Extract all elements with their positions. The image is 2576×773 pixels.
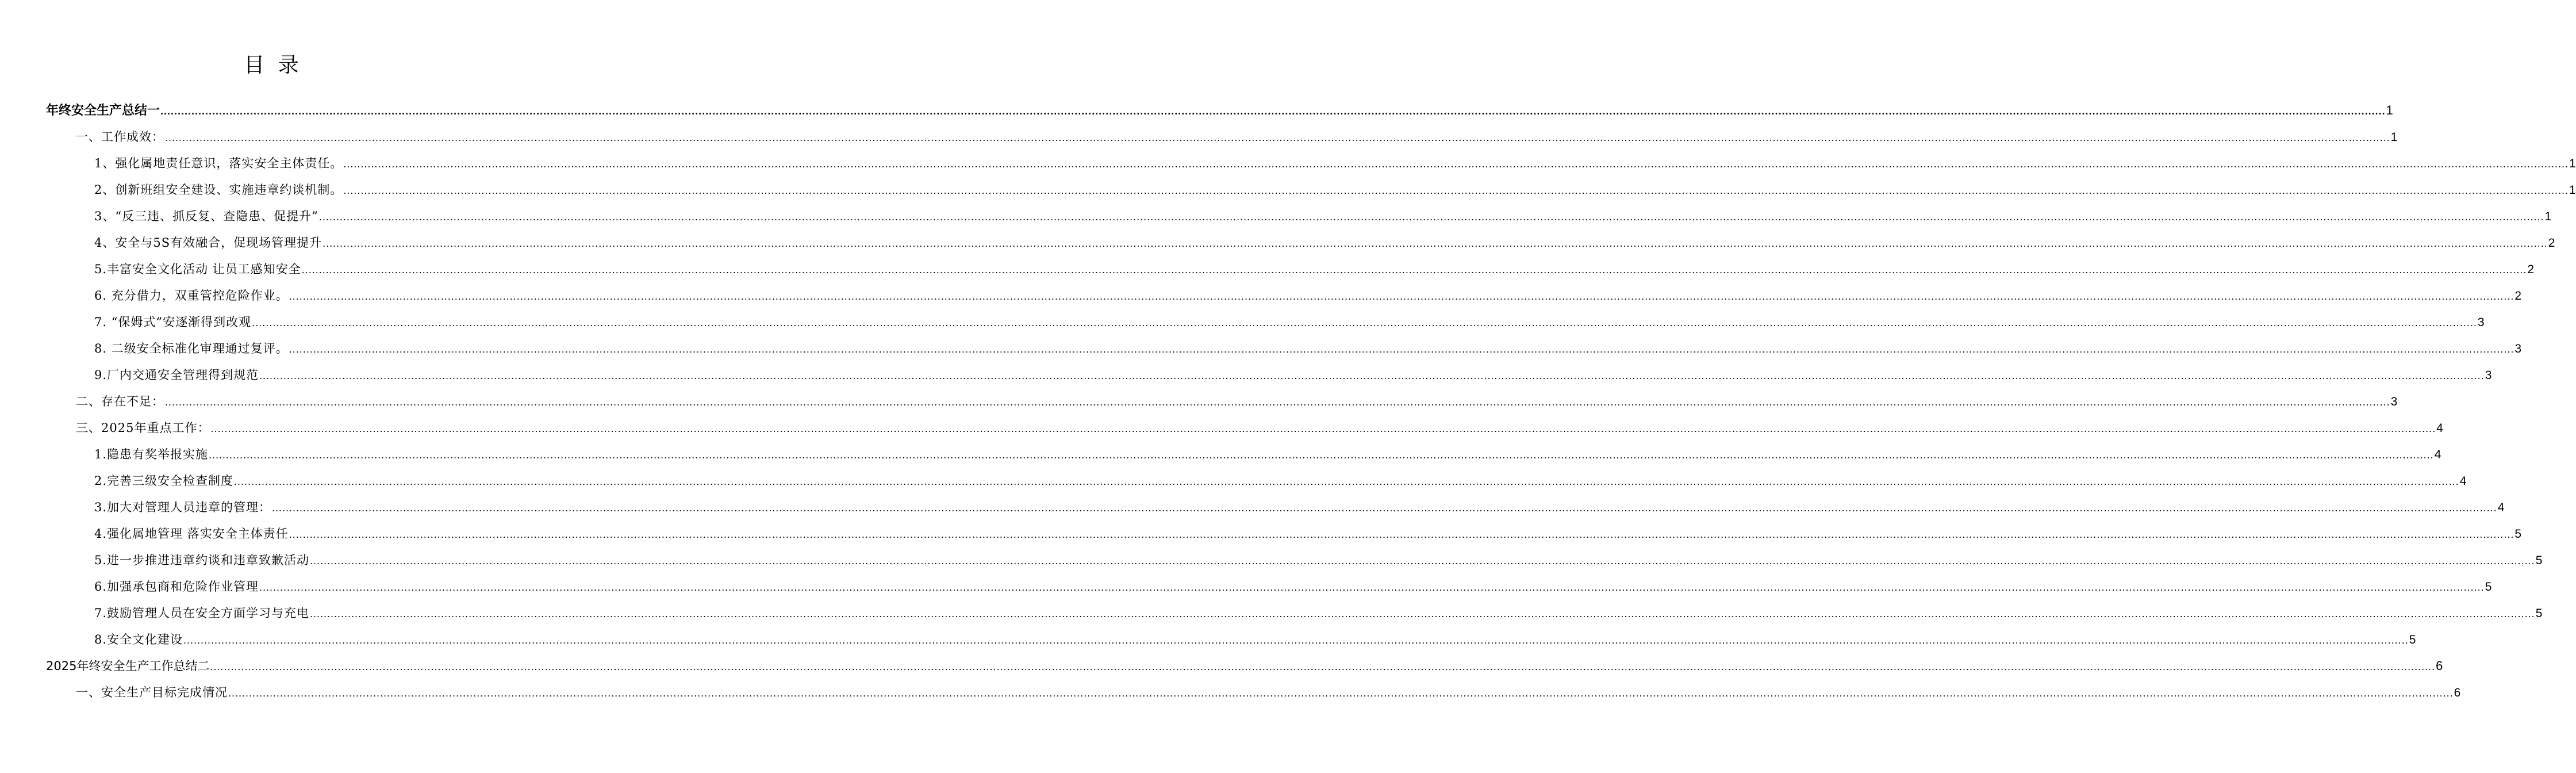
toc-entry-page: 6: [2454, 686, 2461, 699]
toc-entry-page: 4: [2436, 422, 2443, 435]
toc-entry-label: 5.丰富安全文化活动 让员工感知安全: [94, 262, 301, 276]
toc-entry-label: 1、强化属地责任意识，落实安全主体责任。: [94, 156, 343, 170]
toc-entry[interactable]: [0, 683, 2461, 702]
toc-entry-label: 6. 充分借力，双重管控危险作业。: [94, 289, 289, 303]
toc-entry-label: 年终安全生产总结一: [46, 104, 160, 118]
toc-entry-label: 3、“反三违、抓反复、查隐患、促提升”: [94, 209, 318, 223]
toc-entry-label: 2.完善三级安全检查制度: [94, 474, 234, 488]
dot-leader: [210, 419, 2436, 438]
toc-entry-label: 5.进一步推进违章约谈和违章致歉活动: [94, 553, 310, 567]
dot-leader: [319, 207, 2544, 227]
dot-leader: [302, 260, 2527, 280]
toc-entry-label: 4.强化属地管理 落实安全主体责任: [94, 527, 289, 541]
dot-leader: [343, 154, 2569, 174]
toc-entry[interactable]: [0, 101, 2393, 120]
toc-entry-page: 3: [2477, 316, 2485, 329]
toc-entry[interactable]: [0, 206, 2552, 226]
toc-entry-label: 7.鼓励管理人员在安全方面学习与充电: [94, 606, 310, 620]
dot-leader: [289, 286, 2514, 306]
toc-entry[interactable]: [0, 365, 2492, 385]
dot-leader: [183, 630, 2409, 650]
dot-leader: [323, 234, 2548, 253]
toc-entry-label: 二、存在不足：: [76, 395, 164, 408]
toc-entry-label: 4、安全与5S有效融合，促现场管理提升: [94, 236, 323, 250]
toc-entry-label: 8. 二级安全标准化审理通过复评。: [94, 342, 289, 355]
toc-entry[interactable]: [0, 312, 2485, 332]
toc-entry-label: 一、安全生产目标完成情况: [76, 686, 228, 699]
toc-entry[interactable]: [0, 577, 2492, 596]
dot-leader: [165, 128, 2390, 147]
dot-leader: [310, 551, 2535, 571]
dot-leader: [272, 498, 2497, 518]
toc-entry-page: 1: [2569, 183, 2576, 197]
toc-entry[interactable]: [0, 656, 2443, 676]
toc-entry-page: 3: [2390, 395, 2398, 408]
toc-entry-label: 7. “保姆式”安逐渐得到改观: [94, 315, 252, 329]
toc-title: 目 录: [244, 53, 302, 77]
toc-entry-page: 6: [2436, 659, 2443, 673]
toc-entry[interactable]: [0, 445, 2441, 464]
toc-entry-page: 5: [2409, 633, 2416, 646]
toc-entry-page: 5: [2535, 607, 2543, 620]
toc-entry-page: 3: [2485, 369, 2492, 382]
toc-entry-label: 1.隐患有奖举报实施: [94, 447, 209, 461]
dot-leader: [234, 472, 2459, 491]
toc-entry[interactable]: [0, 180, 2576, 200]
toc-entry[interactable]: [0, 471, 2467, 491]
toc-entry[interactable]: [0, 524, 2522, 544]
toc-entry[interactable]: [0, 127, 2398, 147]
toc-entry-page: 4: [2497, 501, 2505, 514]
toc-entry-page: 4: [2434, 448, 2441, 461]
toc-entry-page: 3: [2514, 342, 2522, 355]
toc-entry[interactable]: [0, 286, 2522, 305]
toc-entry-label: 一、工作成效：: [76, 130, 164, 144]
toc-entry[interactable]: [0, 339, 2522, 358]
toc-entry-page: 5: [2514, 527, 2522, 541]
toc-entry[interactable]: [0, 603, 2543, 623]
toc-entry[interactable]: [0, 550, 2543, 570]
toc-entry-label: 9.厂内交通安全管理得到规范: [94, 368, 259, 382]
toc-entry-page: 2: [2527, 263, 2535, 276]
toc-entry-page: 5: [2535, 554, 2543, 567]
dot-leader: [228, 683, 2454, 703]
toc-entry[interactable]: [0, 259, 2535, 279]
dot-leader: [289, 525, 2514, 544]
toc-entry-label: 8.安全文化建设: [94, 633, 183, 646]
toc-entry[interactable]: [0, 498, 2505, 517]
dot-leader: [210, 657, 2435, 676]
toc-entry[interactable]: [0, 418, 2443, 438]
toc-entry[interactable]: [0, 392, 2398, 411]
toc-entry-page: 1: [2386, 103, 2393, 117]
toc-entry-label: 6.加强承包商和危险作业管理: [94, 580, 259, 594]
toc-entry[interactable]: [0, 233, 2555, 252]
dot-leader: [289, 339, 2514, 359]
toc-entry-page: 2: [2548, 236, 2555, 250]
toc-entry[interactable]: [0, 630, 2416, 649]
dot-leader: [160, 101, 2386, 121]
toc-entry-label: 2、创新班组安全建设、实施违章约谈机制。: [94, 183, 343, 197]
dot-leader: [343, 181, 2569, 200]
dot-leader: [310, 604, 2535, 623]
toc-entry-page: 1: [2569, 157, 2576, 170]
dot-leader: [259, 366, 2485, 385]
toc-entry-page: 4: [2459, 474, 2467, 488]
dot-leader: [252, 313, 2477, 332]
toc-entry-page: 1: [2390, 131, 2398, 144]
dot-leader: [259, 577, 2485, 597]
toc-entry-page: 1: [2544, 210, 2552, 223]
toc-entry-label: 三、2025年重点工作：: [76, 421, 210, 435]
toc-entry-label: 3.加大对管理人员违章的管理：: [94, 500, 272, 514]
toc-entry[interactable]: [0, 154, 2576, 173]
toc-entry-page: 5: [2485, 580, 2492, 594]
dot-leader: [209, 445, 2434, 465]
toc-entry-label: 2025年终安全生产工作总结二: [46, 659, 210, 673]
toc-entry-page: 2: [2514, 289, 2522, 303]
dot-leader: [165, 392, 2390, 412]
